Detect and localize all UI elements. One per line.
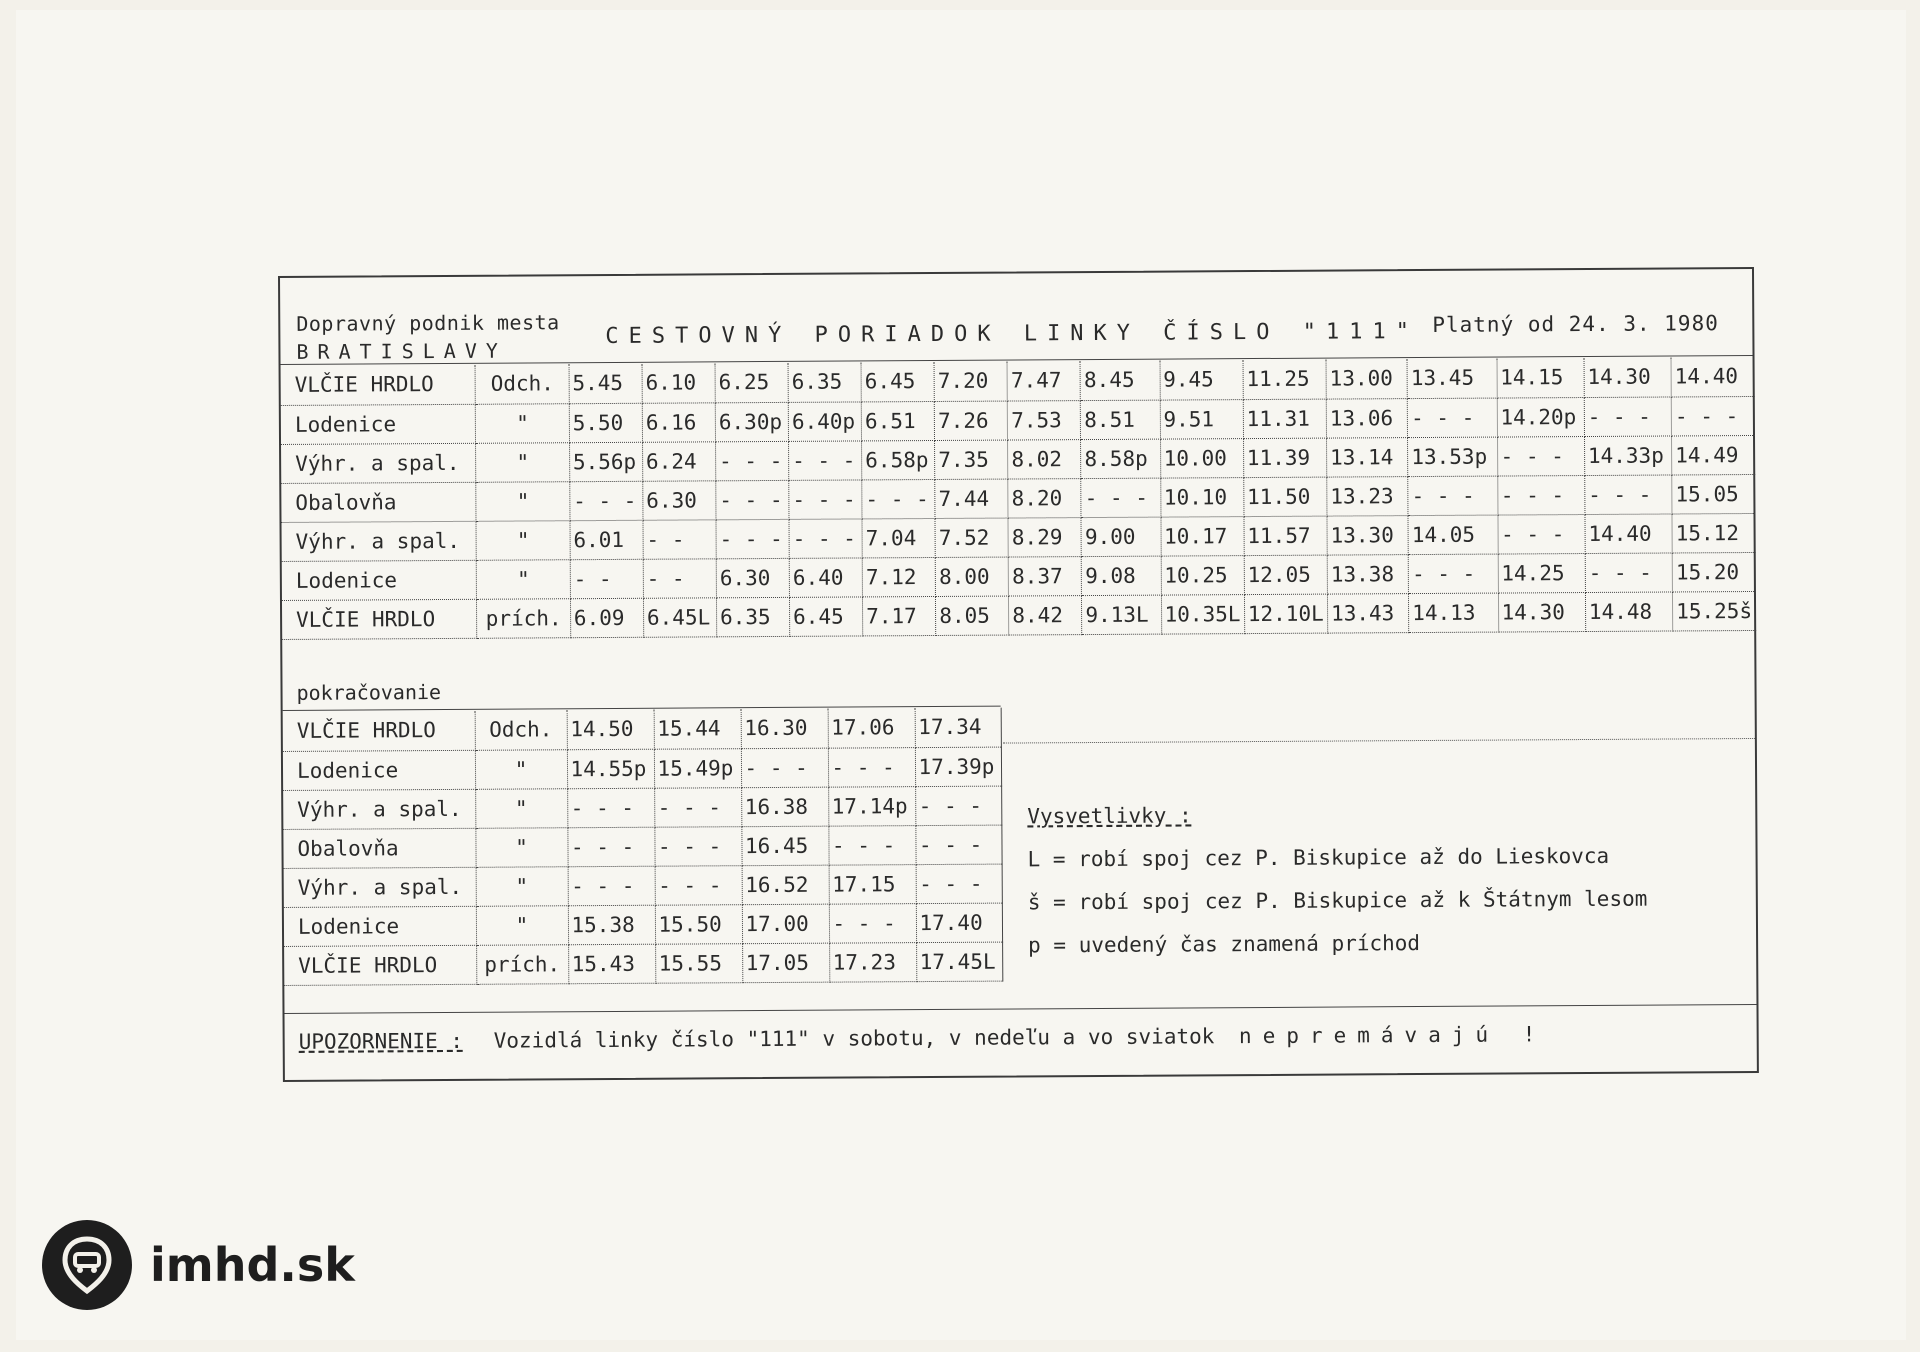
time-cell: - - - bbox=[741, 748, 828, 788]
time-cell: 8.42 bbox=[1009, 595, 1082, 634]
time-cell: 6.45 bbox=[790, 596, 863, 635]
time-cell: 15.49p bbox=[654, 748, 741, 788]
time-cell: 6.45L bbox=[643, 597, 716, 636]
stop-type-cell: " bbox=[475, 749, 567, 789]
time-cell: 13.06 bbox=[1326, 398, 1407, 437]
time-cell: 17.40 bbox=[916, 903, 1002, 943]
time-cell: 9.00 bbox=[1081, 517, 1160, 556]
time-cell: 11.39 bbox=[1243, 438, 1326, 478]
timetable-main bbox=[281, 357, 1757, 639]
time-cell: 16.52 bbox=[742, 865, 829, 905]
time-cell: 7.53 bbox=[1008, 400, 1081, 439]
time-cell: - - - bbox=[570, 481, 643, 520]
time-cell: 6.30 bbox=[716, 558, 789, 597]
stop-name-cell: Lodenice bbox=[284, 906, 476, 946]
time-cell: 7.12 bbox=[862, 557, 935, 596]
time-cell: 6.09 bbox=[570, 598, 643, 637]
stop-name-cell: VLČIE HRDLO bbox=[281, 365, 476, 405]
time-cell: 10.25 bbox=[1161, 555, 1244, 595]
time-cell: - - - bbox=[828, 825, 915, 865]
time-cell: 7.26 bbox=[934, 401, 1007, 440]
stop-type-cell: " bbox=[477, 559, 571, 599]
warning-text: Vozidlá linky číslo "111" v sobotu, v nedeľu a vo sviatok bbox=[493, 1024, 1215, 1053]
time-cell: 8.20 bbox=[1008, 478, 1081, 517]
time-cell: 13.45 bbox=[1407, 359, 1497, 399]
timetable-continuation bbox=[283, 708, 1003, 986]
continuation-label: pokračovanie bbox=[296, 680, 442, 705]
time-cell: 15.55 bbox=[655, 943, 742, 983]
legend bbox=[1027, 792, 1648, 968]
table-row bbox=[282, 591, 1756, 639]
time-cell: 6.35 bbox=[788, 362, 861, 401]
time-cell: 6.45 bbox=[861, 362, 934, 401]
table-row bbox=[283, 825, 1001, 868]
time-cell: 8.45 bbox=[1080, 361, 1159, 400]
time-cell: - - - bbox=[1408, 476, 1498, 516]
time-cell: 7.52 bbox=[935, 518, 1008, 557]
divider bbox=[1003, 738, 1755, 744]
time-cell: 13.38 bbox=[1327, 554, 1408, 593]
organization-city: BRATISLAVY bbox=[296, 338, 507, 364]
time-cell: 16.45 bbox=[741, 826, 828, 866]
stop-name-cell: Lodenice bbox=[281, 404, 476, 444]
time-cell: 9.45 bbox=[1160, 360, 1243, 400]
time-cell: 14.49 bbox=[1672, 435, 1756, 475]
watermark-logo[interactable] bbox=[42, 1220, 355, 1310]
time-cell: 14.48 bbox=[1585, 591, 1673, 631]
timetable-document bbox=[278, 267, 1759, 1082]
warning-note bbox=[299, 1022, 1547, 1054]
time-cell: 17.34 bbox=[915, 708, 1001, 748]
time-cell: 14.40 bbox=[1585, 513, 1673, 553]
time-cell: 6.40 bbox=[789, 557, 862, 596]
stop-type-cell: " bbox=[475, 827, 567, 867]
stop-type-cell: " bbox=[476, 866, 568, 906]
time-cell: 14.30 bbox=[1584, 357, 1672, 397]
stop-name-cell: Výhr. a spal. bbox=[281, 443, 476, 483]
time-cell: 15.38 bbox=[568, 905, 655, 945]
time-cell: - - bbox=[643, 519, 716, 558]
time-cell: - - - bbox=[1671, 396, 1755, 436]
table-row bbox=[283, 786, 1001, 829]
time-cell: 17.14p bbox=[828, 786, 915, 826]
warning-label: UPOZORNENIE : bbox=[298, 1028, 464, 1054]
time-cell: 15.50 bbox=[655, 904, 742, 944]
time-cell: 17.06 bbox=[828, 708, 915, 748]
time-cell: - - - bbox=[789, 518, 862, 557]
time-cell: 17.00 bbox=[742, 904, 829, 944]
time-cell: 5.50 bbox=[569, 403, 642, 442]
table-row bbox=[283, 708, 1001, 751]
time-cell: - - - bbox=[1584, 396, 1672, 436]
time-cell: 13.53p bbox=[1408, 437, 1498, 477]
stop-type-cell: Odch. bbox=[475, 364, 569, 404]
organization-name: Dopravný podnik mesta bbox=[296, 310, 560, 336]
stop-name-cell: Obalovňa bbox=[281, 482, 476, 522]
time-cell: - - - bbox=[789, 479, 862, 518]
time-cell: 14.33p bbox=[1584, 435, 1672, 475]
time-cell: - - - bbox=[654, 826, 741, 866]
time-cell: 5.45 bbox=[569, 364, 642, 403]
time-cell: 13.23 bbox=[1327, 476, 1408, 515]
time-cell: 17.15 bbox=[829, 864, 916, 904]
time-cell: - - - bbox=[1497, 514, 1585, 554]
time-cell: - - - bbox=[1497, 436, 1585, 476]
time-cell: - - - bbox=[1081, 478, 1160, 517]
time-cell: 6.16 bbox=[642, 402, 715, 441]
time-cell: 9.13L bbox=[1082, 595, 1161, 634]
time-cell: - - - bbox=[654, 787, 741, 827]
document-title: CESTOVNÝ PORIADOK LINKY ČÍSLO "111" bbox=[605, 319, 1420, 350]
time-cell: - - bbox=[643, 558, 716, 597]
time-cell: 17.23 bbox=[829, 942, 916, 982]
stop-name-cell: VLČIE HRDLO bbox=[284, 945, 476, 985]
time-cell: 16.30 bbox=[741, 709, 828, 749]
time-cell: 10.35L bbox=[1161, 594, 1244, 634]
stop-type-cell: " bbox=[476, 403, 570, 443]
time-cell: - - - bbox=[1585, 552, 1673, 592]
time-cell: 7.20 bbox=[934, 362, 1007, 401]
divider bbox=[285, 1004, 1757, 1014]
time-cell: 11.31 bbox=[1243, 399, 1326, 439]
stop-type-cell: " bbox=[475, 788, 567, 828]
time-cell: 17.05 bbox=[742, 943, 829, 983]
time-cell: - - - bbox=[715, 441, 788, 480]
time-cell: 15.43 bbox=[568, 944, 655, 984]
time-cell: 12.05 bbox=[1244, 555, 1327, 595]
time-cell: 13.43 bbox=[1327, 593, 1408, 632]
time-cell: 5.56p bbox=[569, 442, 642, 481]
time-cell: - - - bbox=[567, 827, 654, 867]
stop-name-cell: Výhr. a spal. bbox=[284, 867, 476, 907]
table-row bbox=[284, 903, 1002, 946]
time-cell: 6.35 bbox=[716, 597, 789, 636]
time-cell: 14.15 bbox=[1497, 358, 1585, 398]
time-cell: 8.02 bbox=[1008, 439, 1081, 478]
time-cell: 14.20p bbox=[1497, 397, 1585, 437]
time-cell: 6.30 bbox=[643, 480, 716, 519]
stop-type-cell: " bbox=[476, 442, 570, 482]
time-cell: 13.00 bbox=[1326, 359, 1407, 398]
time-cell: 14.50 bbox=[567, 710, 654, 750]
time-cell: 6.30p bbox=[715, 402, 788, 441]
time-cell: 14.40 bbox=[1671, 357, 1755, 397]
watermark-text: imhd.sk bbox=[150, 1238, 355, 1292]
time-cell: 6.10 bbox=[642, 363, 715, 402]
time-cell: - - - bbox=[655, 865, 742, 905]
time-cell: - - - bbox=[862, 479, 935, 518]
time-cell: 9.51 bbox=[1160, 399, 1243, 439]
table-row bbox=[284, 864, 1002, 907]
legend-item: š = robí spoj cez P. Biskupice až k Štátnym lesom bbox=[1027, 886, 1648, 915]
time-cell: 17.45L bbox=[916, 942, 1002, 982]
legend-item: p = uvedený čas znamená príchod bbox=[1028, 931, 1421, 958]
time-cell: 16.38 bbox=[741, 787, 828, 827]
time-cell: - - - bbox=[915, 786, 1001, 826]
time-cell: 9.08 bbox=[1082, 556, 1161, 595]
time-cell: 11.57 bbox=[1244, 516, 1327, 556]
time-cell: - - - bbox=[1585, 474, 1673, 514]
stop-name-cell: Výhr. a spal. bbox=[283, 789, 475, 829]
time-cell: 13.30 bbox=[1327, 515, 1408, 554]
time-cell: 14.13 bbox=[1409, 593, 1499, 633]
table-row bbox=[284, 942, 1002, 985]
time-cell: 7.44 bbox=[935, 479, 1008, 518]
time-cell: 6.24 bbox=[642, 441, 715, 480]
imhd-logo-icon bbox=[42, 1220, 132, 1310]
stop-type-cell: prích. bbox=[476, 944, 568, 984]
time-cell: 7.04 bbox=[862, 518, 935, 557]
legend-item: L = robí spoj cez P. Biskupice až do Lieskovca bbox=[1027, 843, 1610, 872]
time-cell: 15.05 bbox=[1672, 474, 1756, 514]
table-row bbox=[283, 747, 1001, 790]
time-cell: - - - bbox=[789, 440, 862, 479]
time-cell: 14.30 bbox=[1498, 592, 1586, 632]
time-cell: 6.51 bbox=[861, 401, 934, 440]
time-cell: 10.00 bbox=[1160, 438, 1243, 478]
time-cell: - - - bbox=[716, 519, 789, 558]
time-cell: - - - bbox=[1407, 398, 1497, 438]
time-cell: 14.25 bbox=[1498, 553, 1586, 593]
time-cell: 15.44 bbox=[654, 709, 741, 749]
time-cell: 14.05 bbox=[1408, 515, 1498, 555]
time-cell: 6.01 bbox=[570, 520, 643, 559]
time-cell: 8.29 bbox=[1008, 517, 1081, 556]
time-cell: 11.50 bbox=[1243, 477, 1326, 517]
time-cell: - - bbox=[570, 559, 643, 598]
stop-type-cell: prích. bbox=[477, 598, 571, 638]
time-cell: 13.14 bbox=[1326, 437, 1407, 476]
stop-name-cell: Výhr. a spal. bbox=[282, 521, 477, 561]
valid-from: Platný od 24. 3. 1980 bbox=[1432, 311, 1719, 337]
warning-emphasis: nepremávajú ! bbox=[1238, 1022, 1547, 1049]
time-cell: 15.25š bbox=[1673, 591, 1757, 631]
time-cell: 11.25 bbox=[1243, 360, 1326, 400]
time-cell: 8.00 bbox=[935, 557, 1008, 596]
time-cell: - - - bbox=[1408, 554, 1498, 594]
time-cell: - - - bbox=[828, 747, 915, 787]
time-cell: 12.10L bbox=[1244, 594, 1327, 634]
time-cell: - - - bbox=[916, 864, 1002, 904]
time-cell: 7.35 bbox=[935, 440, 1008, 479]
time-cell: 15.12 bbox=[1672, 513, 1756, 553]
time-cell: - - - bbox=[567, 788, 654, 828]
time-cell: - - - bbox=[568, 866, 655, 906]
stop-name-cell: Obalovňa bbox=[283, 828, 475, 868]
time-cell: 10.10 bbox=[1160, 477, 1243, 517]
time-cell: 6.40p bbox=[788, 401, 861, 440]
stop-name-cell: VLČIE HRDLO bbox=[283, 711, 475, 751]
time-cell: 8.51 bbox=[1081, 400, 1160, 439]
stop-name-cell: Lodenice bbox=[282, 560, 477, 600]
time-cell: 7.17 bbox=[863, 596, 936, 635]
stop-name-cell: Lodenice bbox=[283, 750, 475, 790]
stop-type-cell: " bbox=[476, 481, 570, 521]
stop-type-cell: " bbox=[476, 905, 568, 945]
legend-heading: Vysvetlivky : bbox=[1027, 803, 1192, 829]
time-cell: - - - bbox=[716, 480, 789, 519]
time-cell: - - - bbox=[1497, 475, 1585, 515]
time-cell: 6.25 bbox=[715, 363, 788, 402]
document-header bbox=[280, 269, 1753, 365]
stop-type-cell: Odch. bbox=[475, 710, 567, 750]
time-cell: 8.05 bbox=[936, 596, 1009, 635]
time-cell: 15.20 bbox=[1672, 552, 1756, 592]
time-cell: - - - bbox=[829, 903, 916, 943]
time-cell: 17.39p bbox=[915, 747, 1001, 787]
stop-type-cell: " bbox=[476, 520, 570, 560]
time-cell: 7.47 bbox=[1007, 361, 1080, 400]
time-cell: 10.17 bbox=[1161, 516, 1244, 556]
time-cell: 6.58p bbox=[862, 440, 935, 479]
time-cell: - - - bbox=[915, 825, 1001, 865]
time-cell: 8.58p bbox=[1081, 439, 1160, 478]
time-cell: 14.55p bbox=[567, 749, 654, 789]
stop-name-cell: VLČIE HRDLO bbox=[282, 599, 477, 639]
time-cell: 8.37 bbox=[1008, 556, 1081, 595]
